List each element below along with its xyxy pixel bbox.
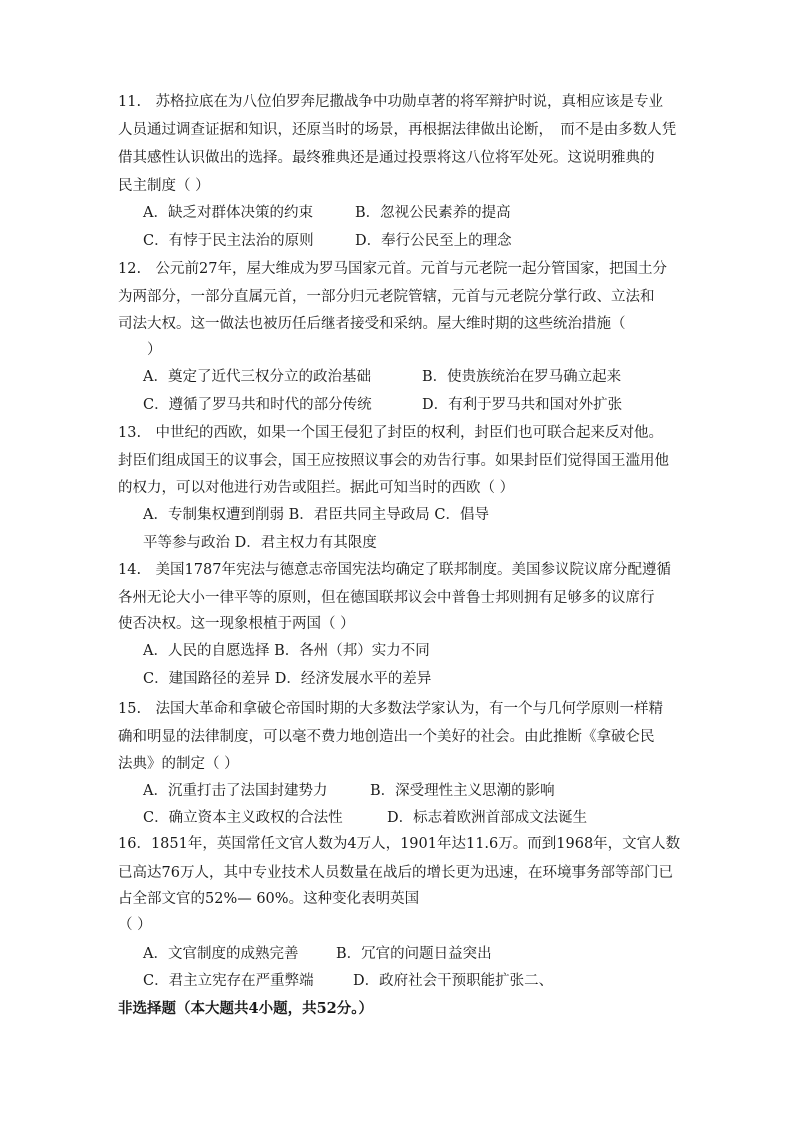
question-line: 法典》的制定（ ） [118, 756, 239, 772]
question-line: 司法大权。这一做法也被历任后继者接受和采纳。屋大维时期的这些统治措施（ [118, 316, 626, 332]
question-line: 14. 美国1787年宪法与德意志帝国宪法均确定了联邦制度。美国参议院议席分配遵循 [118, 562, 671, 578]
option-c: C．确立资本主义政权的合法性 [143, 810, 343, 826]
question-line: 15. 法国大革命和拿破仑帝国时期的大多数法学家认为，有一个与几何学原则一样精 [118, 701, 664, 717]
question-line: 使否决权。这一现象根植于两国（ ） [118, 616, 355, 632]
option-line: A．专制集权遭到削弱 B．君臣共同主导政局 C．倡导 [143, 507, 489, 523]
option-a: A．奠定了近代三权分立的政治基础 [143, 369, 371, 385]
section-heading: 非选择题（本大题共4小题，共52分。） [118, 1000, 374, 1017]
option-d: D．政府社会干预职能扩张二、 [353, 973, 554, 989]
option-line: A．人民的自愿选择 B．各州（邦）实力不同 [143, 643, 430, 659]
question-line: 已高达76万人，其中专业技术人员数量在战后的增长更为迅速，在环境事务部等部门已 [118, 865, 673, 881]
option-a: A．文官制度的成熟完善 [143, 946, 299, 962]
option-row [143, 203, 511, 223]
question-line: 16．1851年，英国常任文官人数为4万人，1901年达11.6万。而到1968年，文官人数 [118, 836, 681, 852]
question-line: 借其感性认识做出的选择。最终雅典还是通过投票将这八位将军处死。这说明雅典的 [118, 150, 655, 166]
question-line: 11. 苏格拉底在为八位伯罗奔尼撒战争中功勋卓著的将军辩护时说，真相应该是专业 [118, 94, 664, 110]
option-row [143, 231, 512, 251]
option-line: 平等参与政治 D．君主权力有其限度 [143, 535, 377, 551]
option-d: D．标志着欧洲首部成文法诞生 [387, 810, 588, 826]
option-a: A．沉重打击了法国封建势力 [143, 783, 328, 799]
question-line: 12. 公元前27年，屋大维成为罗马国家元首。元首与元老院一起分管国家，把国土分 [118, 261, 668, 277]
option-row [143, 808, 587, 828]
option-b: B．深受理性主义思潮的影响 [370, 783, 555, 799]
question-line: 民主制度（ ） [118, 178, 210, 194]
question-line: 13. 中世纪的西欧，如果一个国王侵犯了封臣的权利，封臣们也可联合起来反对他。 [118, 425, 664, 441]
option-d: D．有利于罗马共和国对外扩张 [422, 397, 623, 413]
question-line: （ ） [118, 917, 152, 933]
option-row [143, 367, 621, 387]
option-row [143, 971, 553, 991]
question-line: 为两部分，一部分直属元首，一部分归元老院管辖，元首与元老院分掌行政、立法和 [118, 289, 655, 305]
question-line: 占全部文官的52%— 60%。这种变化表明英国 [118, 891, 420, 907]
option-b: B．忽视公民素养的提高 [355, 205, 511, 221]
option-row [143, 944, 492, 964]
option-row [143, 395, 622, 415]
option-row [143, 781, 555, 801]
option-c: C．有悖于民主法治的原则 [143, 233, 314, 249]
option-c: C．遵循了罗马共和时代的部分传统 [143, 397, 372, 413]
question-line: ） [147, 342, 162, 358]
question-line: 的权力，可以对他进行劝告或阻拦。据此可知当时的西欧（ ） [118, 480, 515, 496]
option-line: C．建国路径的差异 D．经济发展水平的差异 [143, 671, 432, 687]
option-a: A．缺乏对群体决策的约束 [143, 205, 313, 221]
question-line: 确和明显的法律制度，可以毫不费力地创造出一个美好的社会。由此推断《拿破仑民 [118, 729, 655, 745]
option-b: B．使贵族统治在罗马确立起来 [422, 369, 622, 385]
question-line: 人员通过调查证据和知识，还原当时的场景，再根据法律做出论断， 而不是由多数人凭 [118, 122, 677, 138]
option-c: C．君主立宪存在严重弊端 [143, 973, 314, 989]
option-b: B．冗官的问题日益突出 [336, 946, 492, 962]
question-line: 各州无论大小一律平等的原则，但在德国联邦议会中普鲁士邦则拥有足够多的议席行 [118, 590, 655, 606]
question-line: 封臣们组成国王的议事会，国王应按照议事会的劝告行事。如果封臣们觉得国王滥用他 [118, 453, 669, 469]
option-d: D．奉行公民至上的理念 [355, 233, 512, 249]
